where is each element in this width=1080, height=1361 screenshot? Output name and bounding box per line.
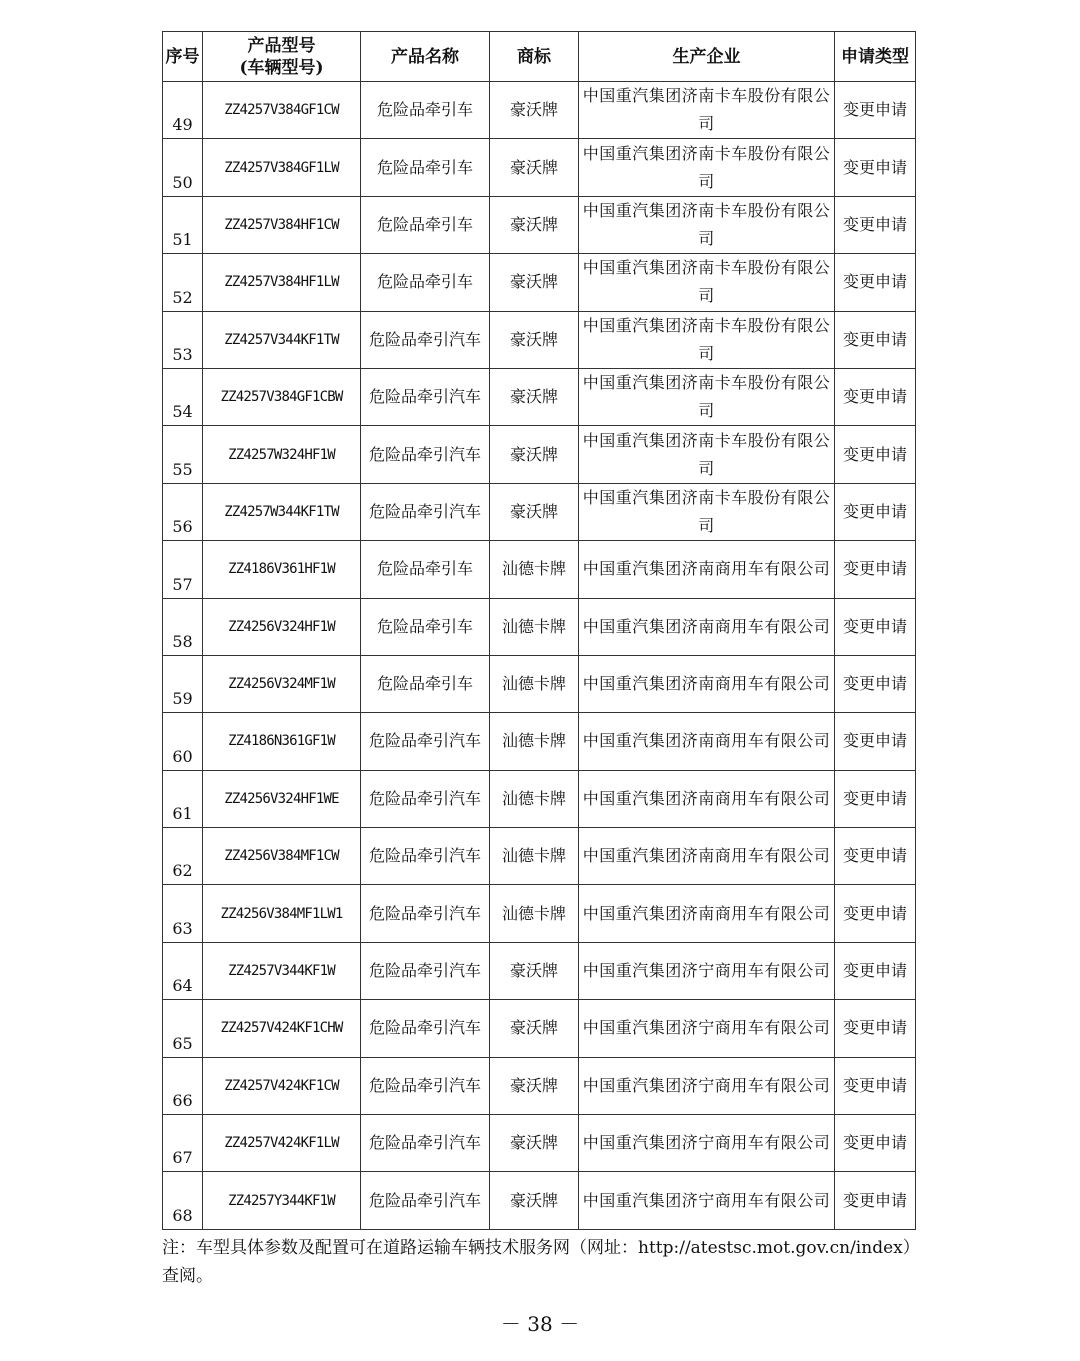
table-row xyxy=(163,483,916,540)
cell-product-name: 危险品牵引车 xyxy=(361,541,490,598)
cell-product-name: 危险品牵引车 xyxy=(361,254,490,311)
cell-product-name: 危险品牵引汽车 xyxy=(361,1000,490,1057)
table-row xyxy=(163,598,916,655)
cell-product-name: 危险品牵引汽车 xyxy=(361,483,490,540)
cell-brand: 豪沃牌 xyxy=(490,254,579,311)
cell-model: ZZ4257W324HF1W xyxy=(203,426,361,483)
cell-company: 中国重汽集团济南卡车股份有限公司 xyxy=(579,368,835,425)
cell-model: ZZ4256V324HF1WE xyxy=(203,770,361,827)
cell-brand: 汕德卡牌 xyxy=(490,713,579,770)
cell-product-name: 危险品牵引汽车 xyxy=(361,713,490,770)
cell-company: 中国重汽集团济南商用车有限公司 xyxy=(579,713,835,770)
table-row xyxy=(163,541,916,598)
table-row xyxy=(163,1000,916,1057)
cell-brand: 汕德卡牌 xyxy=(490,770,579,827)
cell-seq: 57 xyxy=(163,541,203,598)
cell-application-type: 变更申请 xyxy=(835,196,916,253)
cell-seq: 49 xyxy=(163,82,203,139)
page-number: － 38 － xyxy=(500,1312,580,1336)
cell-seq: 64 xyxy=(163,942,203,999)
cell-product-name: 危险品牵引汽车 xyxy=(361,426,490,483)
table-row xyxy=(163,1115,916,1172)
header-brand: 商标 xyxy=(490,32,579,82)
cell-company: 中国重汽集团济宁商用车有限公司 xyxy=(579,1000,835,1057)
table-row xyxy=(163,885,916,942)
cell-model: ZZ4257Y344KF1W xyxy=(203,1172,361,1229)
cell-brand: 汕德卡牌 xyxy=(490,598,579,655)
cell-brand: 豪沃牌 xyxy=(490,82,579,139)
cell-application-type: 变更申请 xyxy=(835,311,916,368)
cell-model: ZZ4257V424KF1LW xyxy=(203,1115,361,1172)
cell-product-name: 危险品牵引汽车 xyxy=(361,1057,490,1114)
cell-product-name: 危险品牵引车 xyxy=(361,655,490,712)
cell-model: ZZ4186V361HF1W xyxy=(203,541,361,598)
cell-brand: 豪沃牌 xyxy=(490,483,579,540)
table-row xyxy=(163,196,916,253)
cell-model: ZZ4256V324MF1W xyxy=(203,655,361,712)
cell-company: 中国重汽集团济南商用车有限公司 xyxy=(579,770,835,827)
cell-company: 中国重汽集团济南卡车股份有限公司 xyxy=(579,483,835,540)
table-row xyxy=(163,1172,916,1229)
table-row xyxy=(163,254,916,311)
cell-application-type: 变更申请 xyxy=(835,254,916,311)
cell-product-name: 危险品牵引汽车 xyxy=(361,942,490,999)
cell-product-name: 危险品牵引车 xyxy=(361,598,490,655)
cell-seq: 68 xyxy=(163,1172,203,1229)
table-body xyxy=(163,82,916,1230)
cell-company: 中国重汽集团济南商用车有限公司 xyxy=(579,598,835,655)
cell-application-type: 变更申请 xyxy=(835,426,916,483)
cell-seq: 61 xyxy=(163,770,203,827)
header-name: 产品名称 xyxy=(361,32,490,82)
table-row xyxy=(163,139,916,196)
cell-seq: 63 xyxy=(163,885,203,942)
cell-application-type: 变更申请 xyxy=(835,942,916,999)
table-row xyxy=(163,368,916,425)
cell-model: ZZ4256V384MF1LW1 xyxy=(203,885,361,942)
table-row xyxy=(163,942,916,999)
cell-company: 中国重汽集团济南商用车有限公司 xyxy=(579,885,835,942)
cell-brand: 汕德卡牌 xyxy=(490,828,579,885)
cell-seq: 67 xyxy=(163,1115,203,1172)
cell-company: 中国重汽集团济宁商用车有限公司 xyxy=(579,1115,835,1172)
cell-seq: 58 xyxy=(163,598,203,655)
cell-company: 中国重汽集团济南卡车股份有限公司 xyxy=(579,311,835,368)
table-row xyxy=(163,828,916,885)
cell-product-name: 危险品牵引汽车 xyxy=(361,311,490,368)
cell-application-type: 变更申请 xyxy=(835,713,916,770)
cell-application-type: 变更申请 xyxy=(835,770,916,827)
cell-application-type: 变更申请 xyxy=(835,541,916,598)
header-model-line2: (车辆型号) xyxy=(239,57,324,78)
cell-product-name: 危险品牵引车 xyxy=(361,82,490,139)
cell-seq: 56 xyxy=(163,483,203,540)
cell-model: ZZ4257V344KF1TW xyxy=(203,311,361,368)
table-header-row xyxy=(163,32,916,82)
footnote: 注：车型具体参数及配置可在道路运输车辆技术服务网（网址：http://atestsc.mot.gov.cn/index）查阅。 xyxy=(162,1238,920,1286)
cell-brand: 豪沃牌 xyxy=(490,942,579,999)
cell-application-type: 变更申请 xyxy=(835,1000,916,1057)
cell-application-type: 变更申请 xyxy=(835,598,916,655)
cell-seq: 51 xyxy=(163,196,203,253)
table-row xyxy=(163,713,916,770)
table-row xyxy=(163,311,916,368)
cell-model: ZZ4257V384GF1CW xyxy=(203,82,361,139)
cell-brand: 汕德卡牌 xyxy=(490,885,579,942)
cell-company: 中国重汽集团济南卡车股份有限公司 xyxy=(579,426,835,483)
cell-brand: 豪沃牌 xyxy=(490,426,579,483)
cell-brand: 豪沃牌 xyxy=(490,311,579,368)
cell-brand: 豪沃牌 xyxy=(490,1057,579,1114)
cell-company: 中国重汽集团济南卡车股份有限公司 xyxy=(579,82,835,139)
cell-seq: 55 xyxy=(163,426,203,483)
cell-application-type: 变更申请 xyxy=(835,828,916,885)
cell-application-type: 变更申请 xyxy=(835,483,916,540)
cell-brand: 汕德卡牌 xyxy=(490,655,579,712)
cell-product-name: 危险品牵引汽车 xyxy=(361,1172,490,1229)
header-company: 生产企业 xyxy=(579,32,835,82)
cell-brand: 汕德卡牌 xyxy=(490,541,579,598)
cell-model: ZZ4256V384MF1CW xyxy=(203,828,361,885)
cell-application-type: 变更申请 xyxy=(835,655,916,712)
cell-seq: 52 xyxy=(163,254,203,311)
table-row xyxy=(163,426,916,483)
table-row xyxy=(163,1057,916,1114)
cell-company: 中国重汽集团济南商用车有限公司 xyxy=(579,655,835,712)
table-row xyxy=(163,770,916,827)
cell-company: 中国重汽集团济南商用车有限公司 xyxy=(579,828,835,885)
cell-product-name: 危险品牵引汽车 xyxy=(361,828,490,885)
cell-model: ZZ4257V424KF1CW xyxy=(203,1057,361,1114)
cell-model: ZZ4257W344KF1TW xyxy=(203,483,361,540)
cell-seq: 50 xyxy=(163,139,203,196)
cell-brand: 豪沃牌 xyxy=(490,368,579,425)
table-row xyxy=(163,82,916,139)
cell-seq: 53 xyxy=(163,311,203,368)
cell-seq: 59 xyxy=(163,655,203,712)
cell-company: 中国重汽集团济南卡车股份有限公司 xyxy=(579,254,835,311)
cell-application-type: 变更申请 xyxy=(835,1057,916,1114)
cell-brand: 豪沃牌 xyxy=(490,196,579,253)
cell-company: 中国重汽集团济南卡车股份有限公司 xyxy=(579,139,835,196)
header-seq: 序号 xyxy=(163,32,203,82)
cell-application-type: 变更申请 xyxy=(835,82,916,139)
cell-model: ZZ4257V424KF1CHW xyxy=(203,1000,361,1057)
cell-model: ZZ4257V344KF1W xyxy=(203,942,361,999)
cell-product-name: 危险品牵引汽车 xyxy=(361,770,490,827)
cell-seq: 62 xyxy=(163,828,203,885)
header-model xyxy=(203,32,361,82)
vehicle-product-table xyxy=(162,31,916,1230)
header-model-line1: 产品型号 xyxy=(247,35,316,56)
cell-company: 中国重汽集团济宁商用车有限公司 xyxy=(579,1172,835,1229)
cell-application-type: 变更申请 xyxy=(835,885,916,942)
cell-application-type: 变更申请 xyxy=(835,1115,916,1172)
cell-application-type: 变更申请 xyxy=(835,139,916,196)
cell-product-name: 危险品牵引汽车 xyxy=(361,1115,490,1172)
header-type: 申请类型 xyxy=(835,32,916,82)
cell-seq: 66 xyxy=(163,1057,203,1114)
cell-brand: 豪沃牌 xyxy=(490,1000,579,1057)
cell-company: 中国重汽集团济宁商用车有限公司 xyxy=(579,942,835,999)
cell-company: 中国重汽集团济南卡车股份有限公司 xyxy=(579,196,835,253)
cell-seq: 54 xyxy=(163,368,203,425)
cell-model: ZZ4257V384GF1CBW xyxy=(203,368,361,425)
table-row xyxy=(163,655,916,712)
cell-company: 中国重汽集团济南商用车有限公司 xyxy=(579,541,835,598)
cell-seq: 65 xyxy=(163,1000,203,1057)
cell-model: ZZ4186N361GF1W xyxy=(203,713,361,770)
cell-application-type: 变更申请 xyxy=(835,1172,916,1229)
cell-product-name: 危险品牵引汽车 xyxy=(361,368,490,425)
cell-model: ZZ4257V384HF1CW xyxy=(203,196,361,253)
cell-model: ZZ4257V384GF1LW xyxy=(203,139,361,196)
cell-model: ZZ4256V324HF1W xyxy=(203,598,361,655)
cell-product-name: 危险品牵引车 xyxy=(361,196,490,253)
cell-product-name: 危险品牵引汽车 xyxy=(361,885,490,942)
cell-company: 中国重汽集团济宁商用车有限公司 xyxy=(579,1057,835,1114)
cell-product-name: 危险品牵引车 xyxy=(361,139,490,196)
cell-brand: 豪沃牌 xyxy=(490,1115,579,1172)
cell-brand: 豪沃牌 xyxy=(490,139,579,196)
cell-seq: 60 xyxy=(163,713,203,770)
cell-brand: 豪沃牌 xyxy=(490,1172,579,1229)
cell-application-type: 变更申请 xyxy=(835,368,916,425)
cell-model: ZZ4257V384HF1LW xyxy=(203,254,361,311)
